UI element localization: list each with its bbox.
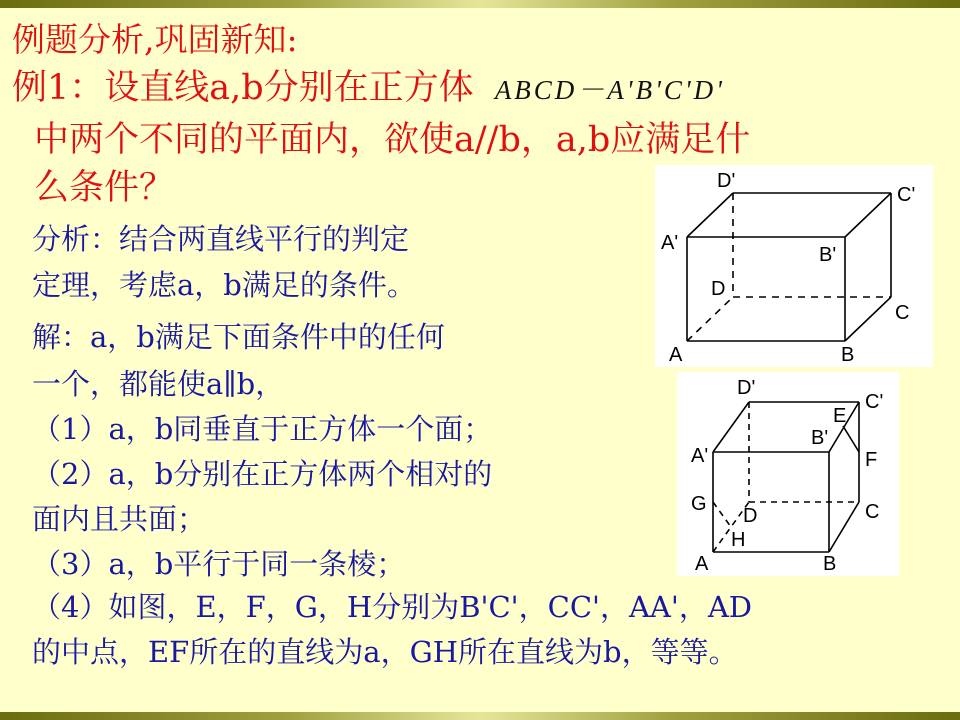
fig2-label-B: B xyxy=(823,553,837,575)
fig1-label-B: B xyxy=(841,344,855,366)
cube-figure-1-drawing xyxy=(655,165,933,367)
cube-figure-1 xyxy=(655,165,933,367)
fig2-label-C: C xyxy=(865,501,880,523)
solution-condition-2b: 面内且共面； xyxy=(32,502,207,536)
problem-text-1: 例1：设直线a,b分别在正方体 xyxy=(12,68,474,108)
fig2-label-G: G xyxy=(691,493,707,515)
problem-line-3: 么条件？ xyxy=(34,168,175,208)
cube-figure-2-drawing xyxy=(677,372,899,576)
solution-condition-3: （3）a，b平行于同一条棱； xyxy=(32,547,406,581)
fig1-label-A: A xyxy=(669,344,683,366)
fig1-label-D: D xyxy=(711,278,726,300)
solution-condition-1: （1）a，b同垂直于正方体一个面； xyxy=(32,412,493,446)
fig2-label-D1: D' xyxy=(737,377,756,399)
fig2-label-A: A xyxy=(695,553,709,575)
solution-line-2: 一个，都能使a∥b， xyxy=(32,367,285,401)
solution-condition-4a: （4）如图，E，F，G，H分别为B'C'，CC'，AA'，AD xyxy=(32,590,753,624)
fig1-label-D1: D' xyxy=(717,170,736,192)
cube-figure-2 xyxy=(677,372,899,576)
fig2-label-C1: C' xyxy=(865,391,884,413)
fig1-label-B1: B' xyxy=(819,244,837,266)
fig1-label-C1: C' xyxy=(897,184,916,206)
problem-line-2: 中两个不同的平面内，欲使a//b，a,b应满足什 xyxy=(34,120,751,160)
solution-condition-2a: （2）a，b分别在正方体两个相对的 xyxy=(32,457,493,491)
fig2-label-A1: A' xyxy=(691,445,709,467)
bottom-decorative-bar xyxy=(0,712,960,720)
analysis-line-1: 分析：结合两直线平行的判定 xyxy=(32,222,410,256)
solution-condition-4b: 的中点，EF所在的直线为a，GH所在直线为b，等等。 xyxy=(32,635,738,669)
solution-line-1: 解：a，b满足下面条件中的任何 xyxy=(32,320,445,354)
problem-line-1 xyxy=(12,66,725,112)
fig1-label-A1: A' xyxy=(661,232,679,254)
top-decorative-bar xyxy=(0,0,960,8)
slide-heading: 例题分析,巩固新知: xyxy=(12,20,298,59)
fig2-label-H: H xyxy=(731,529,746,551)
fig2-label-B1: B' xyxy=(811,427,829,449)
fig1-label-C: C xyxy=(895,302,910,324)
fig2-label-E: E xyxy=(833,405,847,427)
fig2-label-D: D xyxy=(743,505,758,527)
cube-name: ABCD－A'B'C'D' xyxy=(494,75,725,105)
analysis-line-2: 定理，考虑a，b满足的条件。 xyxy=(32,268,416,302)
fig2-label-F: F xyxy=(865,449,878,471)
